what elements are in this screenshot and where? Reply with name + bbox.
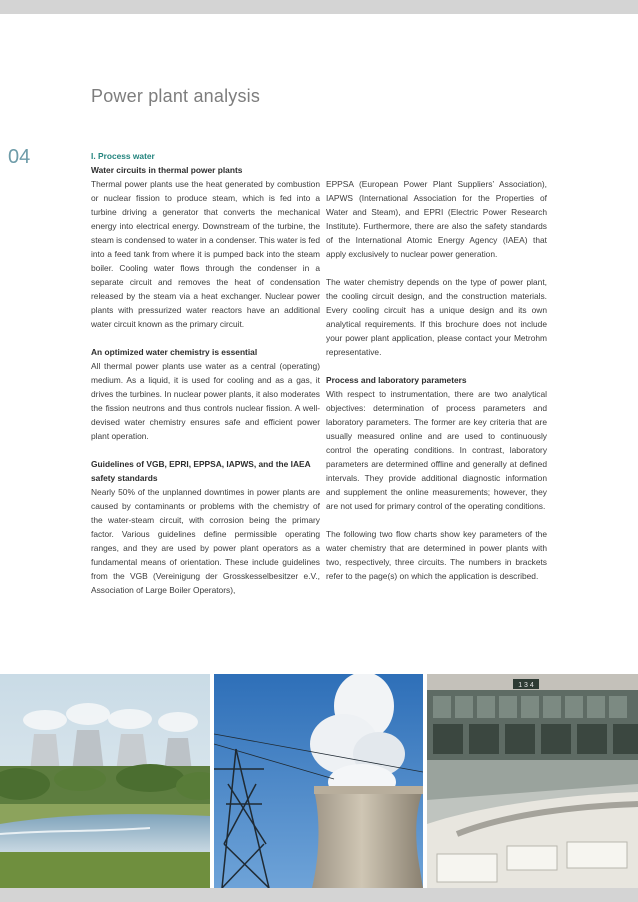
paragraph-flow-charts: The following two flow charts show key parameters of the water chemistry that are determined in power plants with two, respectively, three circuits. The numbers in brackets refer to the page(s) on which the application is described. <box>326 529 547 581</box>
left-column <box>91 149 320 597</box>
photo-control-room <box>427 674 638 888</box>
heading-water-chemistry: An optimized water chemistry is essential <box>91 347 258 357</box>
heading-water-circuits: Water circuits in thermal power plants <box>91 165 243 175</box>
paragraph-guidelines: Nearly 50% of the unplanned downtimes in power plants are caused by contaminants or problems with the chemistry of the water-steam circuit, with corrosion being the primary factor. Various guidelines define permissible operating ranges, and they are used by power plant operators as a fundamental means of orientation. These include guidelines from the VGB (Vereinigung der Grosskesselbesitzer e.V., Association of Large Boiler Operators), <box>91 487 320 595</box>
paragraph-standards: EPPSA (European Power Plant Suppliers’ Association), IAPWS (International Association for the Properties of Water and Steam), and EPRI (Electric Power Research Institute). Furthermore, there are also the safety standards of the International Atomic Energy Agency (IAEA) that apply exclusively to nuclear power generation. <box>326 179 547 259</box>
section-label: I. Process water <box>91 151 155 161</box>
heading-parameters: Process and laboratory parameters <box>326 375 467 385</box>
photo-cooling-towers-river <box>0 674 210 888</box>
page-number: 04 <box>8 146 31 168</box>
control-room-sign: 1 3 4 <box>518 682 534 689</box>
right-column <box>326 177 547 583</box>
paragraph-chemistry-depends: The water chemistry depends on the type of power plant, the cooling circuit design, and the construction materials. Every cooling circuit has a unique design and its own analytical requirements. If this brochure does not include your power plant application, please contact your Metrohm representative. <box>326 277 547 357</box>
paragraph-water-chemistry: All thermal power plants use water as a central (operating) medium. As a liquid, it is used for cooling and as a gas, it drives the turbines. In nuclear power plants, it also moderates the fission neutrons and thus controls nuclear fission. A well-devised water chemistry ensures safe and efficient power plant operation. <box>91 361 320 441</box>
photo-cooling-tower-pylon <box>214 674 423 888</box>
bottom-band <box>0 888 638 902</box>
paragraph-water-circuits: Thermal power plants use the heat generated by combustion or nuclear fission to produce steam, which is fed into a turbine driving a generator that converts the mechanical energy into electrical energy. Downstream of the turbine, the steam is condensed to water in a condenser. This water is fed into a feed tank from where it is pumped back into the steam boiler. Cooling water flows through the condenser in a separate circuit and removes the heat of condensation released by the steam via a heat exchanger. Nuclear power plants with pressurized water reactors have an additional water circuit known as the primary circuit. <box>91 179 320 329</box>
top-band <box>0 0 638 14</box>
page-title: Power plant analysis <box>91 86 261 106</box>
paragraph-parameters: With respect to instrumentation, there are two analytical objectives: determination of process parameters and laboratory parameters. The former are key criteria that are usually measured online and are used to continuously control the operating conditions. In contrast, laboratory parameters are determined offline and generally at defined intervals. They provide additional diagnostic information and supplement the online measurements; however, they are not used for primary control of the operating conditions. <box>326 389 547 511</box>
heading-guidelines: Guidelines of VGB, EPRI, EPPSA, IAPWS, and the IAEA safety standards <box>91 459 311 483</box>
